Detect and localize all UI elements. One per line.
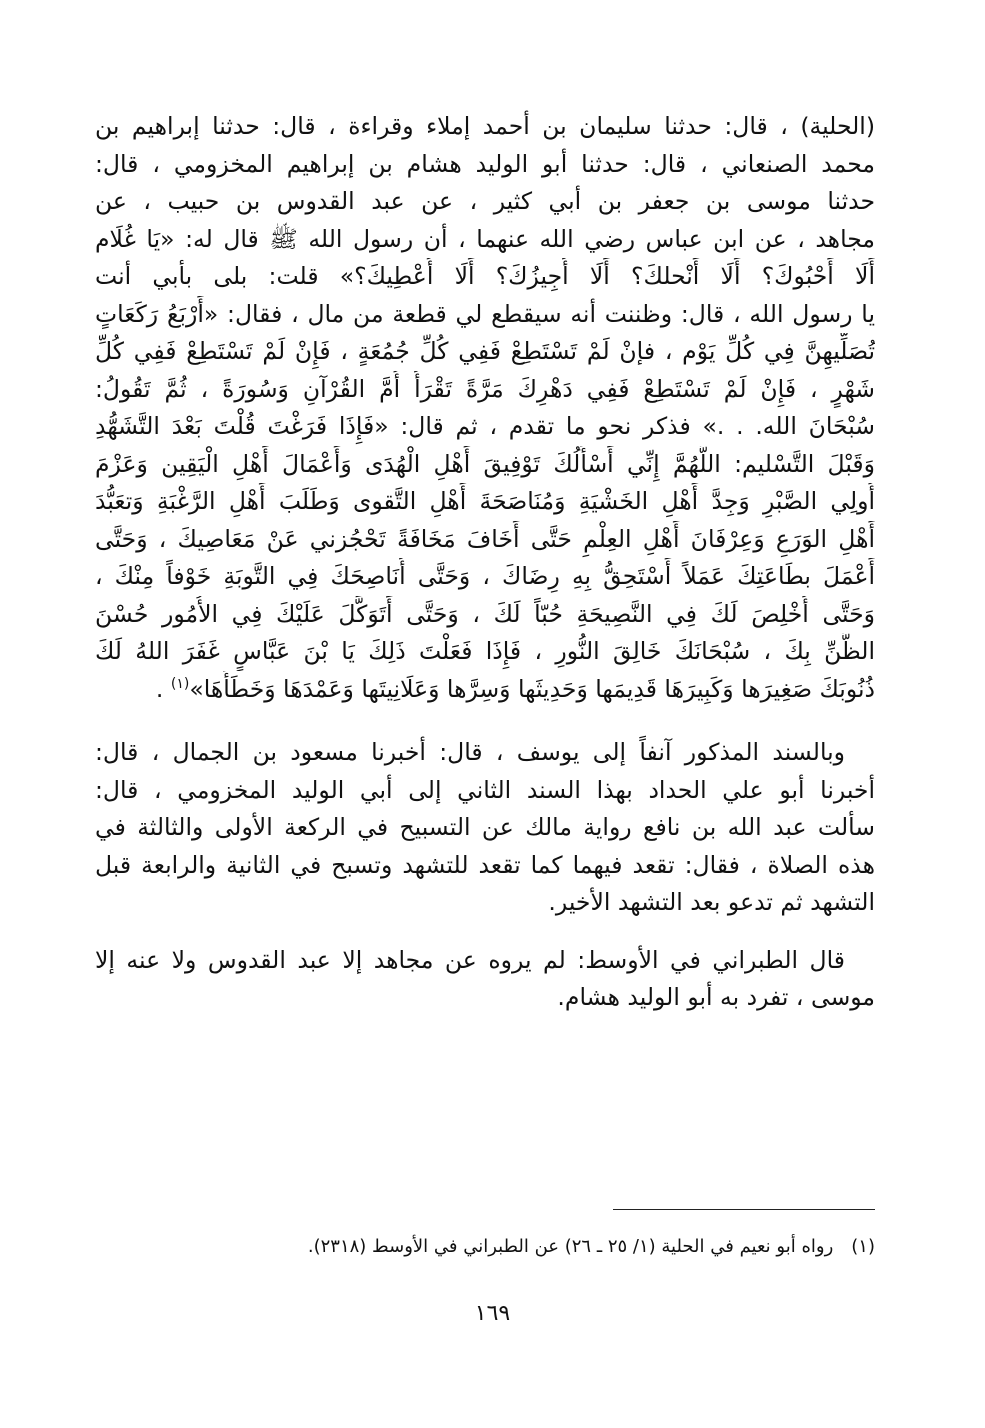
text-line: أخبرنا أبو علي الحداد بهذا السند الثاني إلى أبي الوليد المخزومي ، قال: bbox=[95, 775, 875, 804]
text-line: (الحلية) ، قال: حدثنا سليمان بن أحمد إملاء وقراءة ، قال: حدثنا إبراهيم بن bbox=[95, 112, 875, 140]
text-line: أُولِي الصَّبْرِ وَجِدَّ أَهْلِ الخَشْيَةِ وَمُنَاصَحَةَ أَهْلِ التَّقوى وَطَلَبَ أَهْلِ الرَّغْبَةِ وَتعَبُّدَ bbox=[95, 487, 875, 515]
text-line: يا رسول الله ، قال: وظننت أنه سيقطع لي قطعة من مال ، فقال: «أَرْبَعُ رَكَعَاتٍ bbox=[95, 299, 875, 328]
paragraph-2 bbox=[95, 734, 875, 922]
paragraph-gap bbox=[95, 708, 875, 734]
text-line: أَهْلِ الوَرَعِ وَعِرْفَانَ أَهْلِ العِلْمِ حَتَّى أَخَافَ مَخَافَةً تَحْجُزني عَنْ مَعَاصِيكَ ، وَحَتَّى bbox=[95, 524, 875, 553]
text-line: وَقَبْلَ التَّسْليم: اللَّهُمَّ إِنِّي أَسْأَلُكَ تَوْفِيقَ أَهْلِ الْهُدَى وَأَعْمَالَ أَهْلِ الْيَقِين وَعَزْمَ bbox=[95, 449, 875, 478]
footnote bbox=[95, 1232, 875, 1262]
text-line: قال الطبراني في الأوسط: لم يروه عن مجاهد إلا عبد القدوس ولا عنه إلا bbox=[95, 945, 845, 974]
footnote-divider bbox=[613, 1209, 875, 1210]
text-line: هذه الصلاة ، فقال: تقعد فيهما كما تقعد للتشهد وتسبح في الثانية والرابعة قبل bbox=[95, 850, 875, 879]
text-line: مجاهد ، عن ابن عباس رضي الله عنهما ، أن رسول الله ﷺ قال له: «يَا غُلَام bbox=[95, 224, 875, 253]
text-line: تُصَلِّيهِنَّ فِي كُلِّ يَوْم ، فإنْ لَمْ تَسْتَطِعْ فَفِي كُلِّ جُمُعَةٍ ، فَإِنْ لَمْ تَسْتَطِعْ فَفِي كُلِّ bbox=[95, 337, 875, 365]
text-line: وَحَتَّى أُخْلِصَ لَكَ فِي النَّصِيحَةِ حُبّاً لَكَ ، وَحَتَّى أَتَوَكَّلَ عَلَيْكَ فِي الأُمُور حُسْنَ bbox=[95, 599, 875, 628]
text-line: سُبْحَانَ الله. . .» فذكر نحو ما تقدم ، ثم قال: «فَإِذَا فَرَغْتَ قُلْتَ بَعْدَ التَّشَهُّدِ bbox=[95, 412, 875, 440]
paragraph-gap bbox=[95, 922, 875, 942]
text-line: شَهْرٍ ، فَإِنْ لَمْ تَسْتَطِعْ فَفِي دَهْرِكَ مَرَّةً تَقْرَأُ أُمَّ القُرْآنِ وَسُورَةً ، ثُمَّ تَقُولُ: bbox=[95, 374, 875, 403]
text-line: أَلَا أَحْبُوكَ؟ أَلَا أَنْحلكَ؟ أَلَا أُجِيزُكَ؟ أَلَا أُعْطِيكَ؟» قلت: بلى بأبي أنت bbox=[95, 262, 875, 290]
text-line: سألت عبد الله بن نافع رواية مالك عن التسبيح في الركعة الأولى والثالثة في bbox=[95, 813, 875, 841]
text-line: الظَّنِّ بِكَ ، سُبْحَانَكَ خَالِقَ النُّورِ ، فَإِذَا فَعَلْتَ ذَلِكَ يَا بْنَ عَبَّاسٍ غَفَرَ اللهُ لَكَ bbox=[95, 637, 875, 665]
text-line bbox=[95, 671, 875, 709]
paragraph-1 bbox=[95, 108, 875, 708]
text-line: أَعْمَلَ بطَاعَتِكَ عَمَلاً أَسْتَحِقُّ بِهِ رِضَاكَ ، وَحَتَّى أُنَاصِحَكَ فِي التَّوبَةِ خَوْفاً مِنْكَ ، bbox=[95, 562, 875, 590]
sentence-end: . bbox=[155, 674, 171, 703]
page-number: ١٦٩ bbox=[474, 1301, 511, 1326]
text-line: وبالسند المذكور آنفاً إلى يوسف ، قال: أخبرنا مسعود بن الجمال ، قال: bbox=[95, 738, 845, 766]
text-line-content: ذُنُوبَكَ صَغِيرَها وَكَبِيرَهَا قَدِيمَها وَحَدِيثَها وَسِرَّها وَعَلَانِيتَها وَعَمْدَهَا وَخَطَأَهَا» bbox=[189, 674, 875, 703]
text-line: موسى ، تفرد به أبو الوليد هشام. bbox=[557, 983, 875, 1011]
main-text bbox=[95, 108, 875, 1017]
text-line: محمد الصنعاني ، قال: حدثنا أبو الوليد هشام بن إبراهيم المخزومي ، قال: bbox=[95, 149, 875, 178]
footnote-text: رواه أبو نعيم في الحلية (١/ ٢٥ ـ ٢٦) عن الطبراني في الأوسط (٢٣١٨). bbox=[307, 1236, 834, 1257]
footnote-number: (١) bbox=[851, 1236, 875, 1257]
paragraph-3 bbox=[95, 942, 875, 1017]
footnote-reference[interactable]: (١) bbox=[170, 675, 190, 692]
text-line: التشهد ثم تدعو بعد التشهد الأخير. bbox=[548, 888, 875, 916]
text-line: حدثنا موسى بن جعفر بن أبي كثير ، عن عبد القدوس بن حبيب ، عن bbox=[95, 187, 875, 215]
